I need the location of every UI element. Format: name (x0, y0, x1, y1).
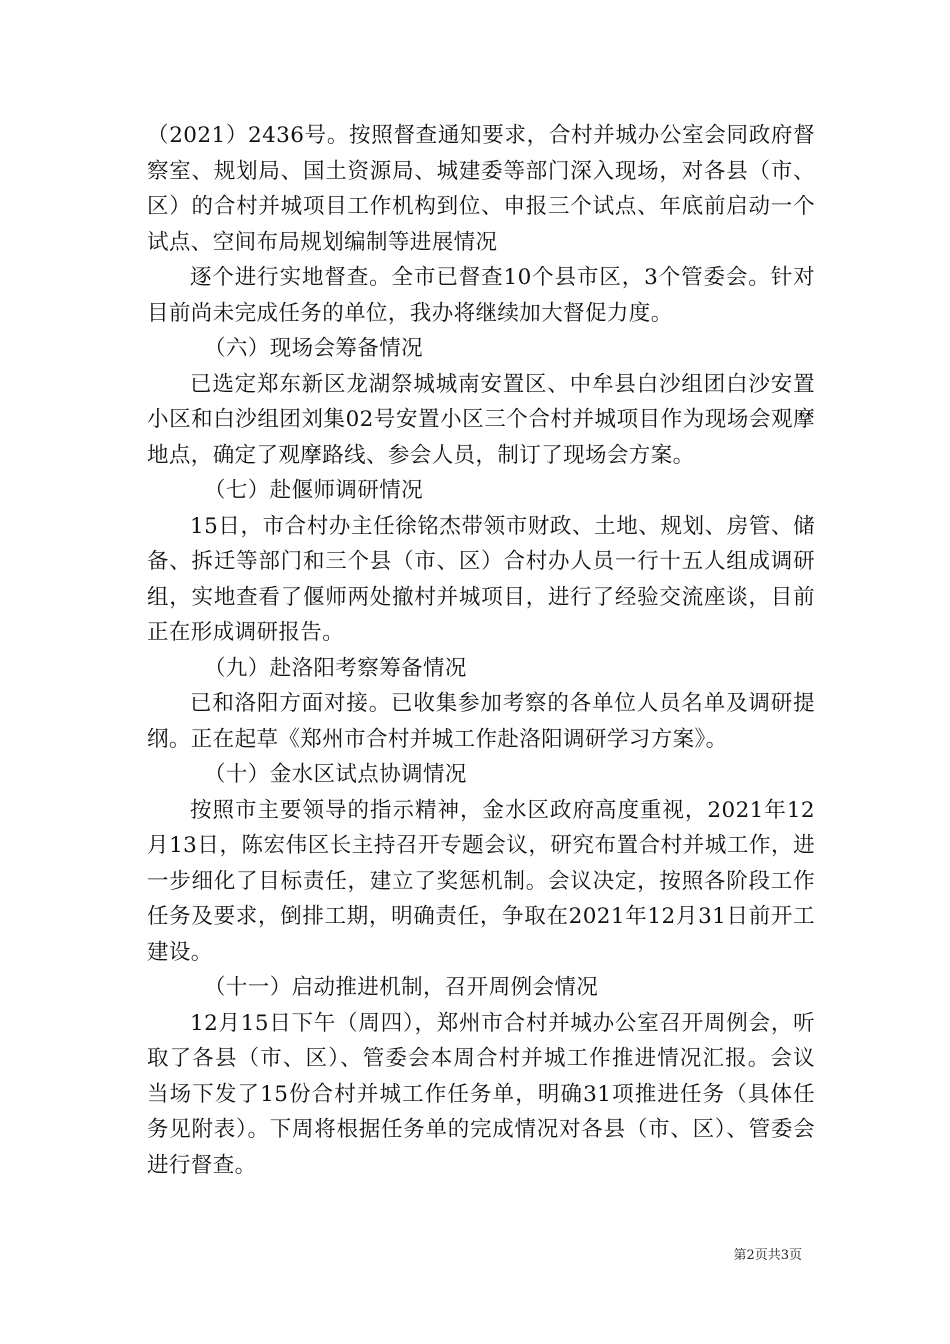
paragraph-luoyang-visit: 已和洛阳方面对接。已收集参加考察的各单位人员名单及调研提纲。正在起草《郑州市合村并城工作赴洛阳调研学习方案》。 (147, 691, 815, 752)
document-body (147, 118, 815, 1183)
paragraph-continued: （2021）2436号。按照督查通知要求，合村并城办公室会同政府督察室、规划局、国土资源局、城建委等部门深入现场，对各县（市、区）的合村并城项目工作机构到位、申报三个试点、年底前启动一个试点、空间布局规划编制等进展情况 (147, 123, 815, 255)
paragraph-jinshui-pilot: 按照市主要领导的指示精神，金水区政府高度重视，2021年12月13日，陈宏伟区长主持召开专题会议，研究布置合村并城工作，进一步细化了目标责任，建立了奖惩机制。会议决定，按照各阶段工作任务及要求，倒排工期，明确责任，争取在2021年12月31日前开工建设。 (147, 797, 815, 965)
paragraph-inspection: 逐个进行实地督查。全市已督查10个县市区，3个管委会。针对目前尚未完成任务的单位，我办将继续加大督促力度。 (147, 265, 815, 326)
page-number: 第2页共3页 (733, 1248, 802, 1263)
section-heading-6: （六）现场会筹备情况 (204, 336, 424, 361)
paragraph-weekly-meeting: 12月15日下午（周四），郑州市合村并城办公室召开周例会，听取了各县（市、区）、管委会本周合村并城工作推进情况汇报。会议当场下发了15份合村并城工作任务单，明确31项推进任务（具体任务见附表）。下周将根据任务单的完成情况对各县（市、区）、管委会进行督查。 (147, 1010, 815, 1178)
section-heading-9: （九）赴洛阳考察筹备情况 (204, 655, 467, 681)
section-heading-7: （七）赴偃师调研情况 (204, 478, 424, 503)
section-heading-10: （十）金水区试点协调情况 (204, 762, 467, 787)
paragraph-yanshi-research: 15日，市合村办主任徐铭杰带领市财政、土地、规划、房管、储备、拆迁等部门和三个县（市、区）合村办人员一行十五人组成调研组，实地查看了偃师两处撤村并城项目，进行了经验交流座谈，目前正在形成调研报告。 (147, 513, 815, 645)
paragraph-site-meeting: 已选定郑东新区龙湖祭城城南安置区、中牟县白沙组团白沙安置小区和白沙组团刘集02号安置小区三个合村并城项目作为现场会观摩地点，确定了观摩路线、参会人员，制订了现场会方案。 (147, 371, 815, 468)
section-heading-11: （十一）启动推进机制，召开周例会情况 (204, 975, 599, 1000)
